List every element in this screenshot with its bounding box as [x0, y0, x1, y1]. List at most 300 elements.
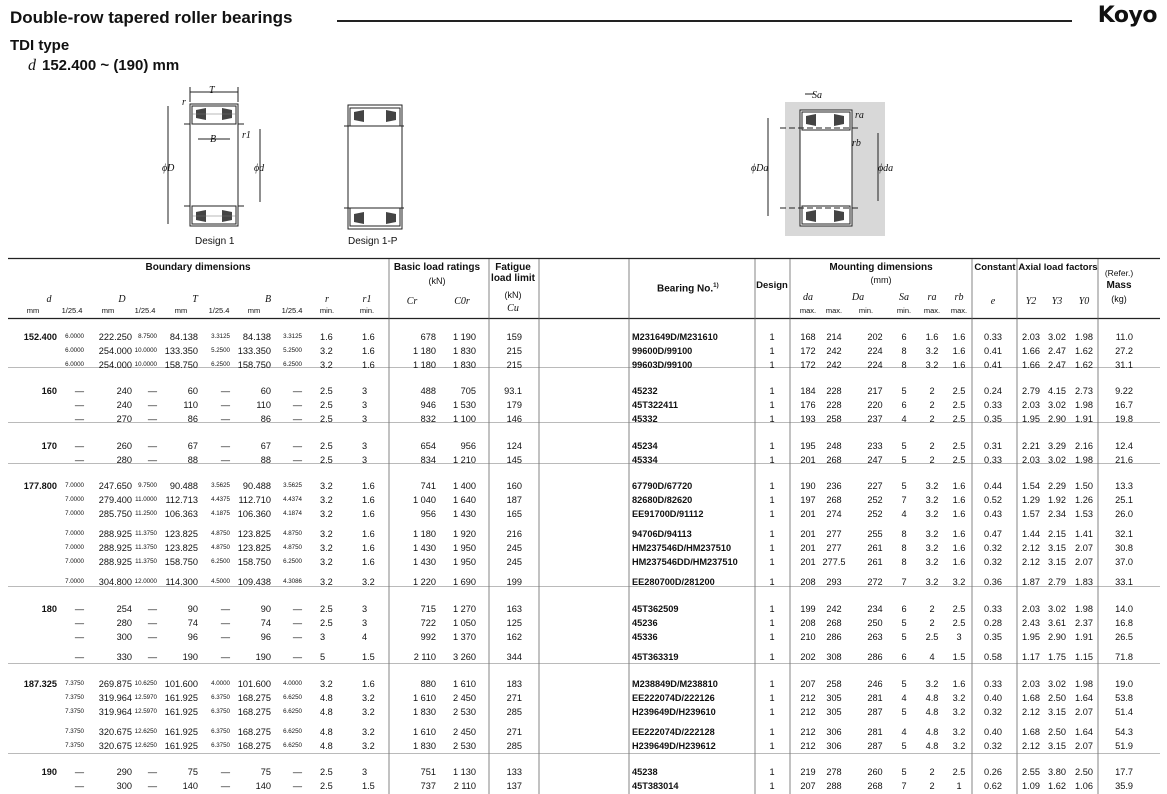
table-cell: 19.8	[1115, 414, 1133, 424]
table-cell: 1.26	[1075, 495, 1093, 505]
table-cell: 0.35	[984, 632, 1002, 642]
table-cell: 168.275	[237, 727, 271, 737]
table-cell: —	[74, 400, 84, 410]
table-cell: 6.6250	[283, 694, 302, 701]
table-cell: 7.0000	[65, 496, 84, 503]
table-cell: 67	[187, 441, 198, 451]
table-cell: 6.2500	[211, 558, 230, 565]
table-cell: 2.12	[1022, 707, 1040, 717]
table-cell: 306	[826, 727, 842, 737]
table-cell: 190	[182, 652, 198, 662]
table-cell: —	[147, 632, 157, 642]
label-T: T	[209, 85, 215, 96]
table-cell: 6.6250	[283, 742, 302, 749]
table-cell: —	[147, 767, 157, 777]
table-cell: 109.438	[237, 577, 271, 587]
table-cell: 7	[901, 781, 907, 791]
table-cell: 3.2	[925, 509, 939, 519]
table-cell: 71.8	[1115, 652, 1133, 662]
table-cell: 1.91	[1075, 632, 1093, 642]
table-cell: 1.6	[952, 346, 966, 356]
table-cell: 17.7	[1115, 767, 1133, 777]
table-cell: 145	[506, 455, 522, 465]
table-cell: 1.6	[362, 481, 375, 491]
table-cell: 217	[867, 386, 883, 396]
table-cell: 254.000	[98, 360, 132, 370]
table-cell: 2.47	[1048, 360, 1066, 370]
hdr-sub-max: max.	[825, 306, 843, 315]
table-cell: 201	[800, 509, 816, 519]
table-cell: 1 690	[453, 577, 476, 587]
table-cell: 2.79	[1048, 577, 1066, 587]
type-title: TDI type	[10, 37, 70, 54]
table-cell: 832	[420, 414, 436, 424]
table-cell: 99600D/99100	[632, 346, 693, 356]
table-cell: HM237546DD/HM237510	[632, 557, 738, 567]
table-cell: 2	[929, 618, 935, 628]
table-cell: 285	[506, 707, 522, 717]
table-cell: 207	[800, 781, 816, 791]
table-cell: 252	[867, 509, 883, 519]
table-cell: 277	[826, 543, 842, 553]
table-cell: 4.0000	[211, 680, 230, 687]
table-cell: 216	[506, 529, 522, 539]
hdr-sub-mm: mm	[26, 306, 40, 315]
table-cell: 3.2	[320, 557, 333, 567]
table-cell: 101.600	[164, 679, 198, 689]
table-cell: 2.47	[1048, 346, 1066, 356]
table-cell: —	[74, 618, 84, 628]
table-cell: 2.90	[1048, 414, 1066, 424]
hdr-mass-unit: (kg)	[1111, 294, 1127, 304]
table-cell: 2.79	[1022, 386, 1040, 396]
table-cell: 161.925	[164, 727, 198, 737]
table-cell: 1 190	[453, 332, 476, 342]
table-cell: 222.250	[98, 332, 132, 342]
label-r: r	[182, 97, 186, 108]
table-cell: 3.2	[320, 577, 333, 587]
table-cell: 1 180	[413, 529, 436, 539]
hdr-sub-inch: 1/25.4	[281, 306, 303, 315]
table-cell: 1.91	[1075, 414, 1093, 424]
table-cell: 0.24	[984, 386, 1002, 396]
table-cell: 741	[420, 481, 436, 491]
table-cell: 2.50	[1048, 693, 1066, 703]
table-cell: 7.3750	[65, 742, 84, 749]
table-cell: —	[147, 618, 157, 628]
table-cell: 123.825	[164, 543, 198, 553]
table-cell: 5	[901, 767, 907, 777]
table-cell: 1 430	[413, 557, 436, 567]
table-cell: 5.2500	[211, 347, 230, 354]
table-cell: H239649D/H239610	[632, 707, 716, 717]
table-cell: 3	[362, 441, 368, 451]
table-cell: 1.68	[1022, 727, 1040, 737]
table-cell: 4.8	[320, 693, 333, 703]
hdr-sym-r: r	[325, 294, 329, 305]
table-cell: 3.2	[925, 481, 939, 491]
hdr-sym-r1: r1	[362, 294, 372, 305]
table-cell: 75	[260, 767, 271, 777]
table-cell: 6.3750	[211, 742, 230, 749]
table-cell: 246	[867, 679, 883, 689]
table-cell: 190	[41, 767, 57, 777]
table-cell: —	[220, 767, 230, 777]
table-cell: 106.363	[164, 509, 198, 519]
table-cell: —	[147, 386, 157, 396]
table-cell: 11.0000	[135, 496, 157, 503]
table-cell: 199	[506, 577, 522, 587]
table-cell: 5	[901, 455, 907, 465]
table-cell: 168.275	[237, 693, 271, 703]
table-cell: 3.15	[1048, 707, 1066, 717]
table-cell: 237	[867, 414, 883, 424]
table-cell: 1 430	[413, 543, 436, 553]
table-cell: 4.0000	[283, 680, 302, 687]
table-cell: 1.98	[1075, 679, 1093, 689]
table-cell: 2 530	[453, 707, 476, 717]
table-cell: 288	[826, 781, 842, 791]
table-cell: 2.5	[952, 604, 966, 614]
hdr-sub-max: max.	[923, 306, 941, 315]
table-cell: 1.64	[1075, 693, 1093, 703]
table-cell: 6	[901, 400, 907, 410]
table-cell: —	[74, 767, 84, 777]
table-cell: 4.8750	[283, 544, 302, 551]
table-cell: 280	[116, 618, 132, 628]
table-cell: 1 180	[413, 346, 436, 356]
table-cell: EE91700D/91112	[632, 509, 704, 519]
table-cell: 27.2	[1115, 346, 1133, 356]
table-cell: 233	[867, 441, 883, 451]
table-cell: —	[147, 400, 157, 410]
table-cell: 2.07	[1075, 557, 1093, 567]
table-cell: 0.33	[984, 400, 1002, 410]
hdr-sub-mm: mm	[101, 306, 115, 315]
table-cell: 4.8	[320, 741, 333, 751]
table-cell: 2.5	[320, 414, 333, 424]
label-phi-D: ϕD	[162, 163, 175, 174]
table-cell: 16.8	[1115, 618, 1133, 628]
table-cell: 2.5	[320, 455, 333, 465]
table-cell: 2	[929, 767, 935, 777]
table-cell: 1.98	[1075, 604, 1093, 614]
table-cell: 0.44	[984, 481, 1002, 491]
table-cell: 242	[826, 346, 842, 356]
table-cell: 737	[420, 781, 436, 791]
table-cell: 86	[187, 414, 198, 424]
table-cell: 3	[956, 632, 962, 642]
table-cell: EE280700D/281200	[632, 577, 715, 587]
table-cell: 190	[800, 481, 816, 491]
table-cell: 1	[769, 455, 775, 465]
table-cell: 2	[929, 386, 935, 396]
table-cell: 202	[800, 652, 816, 662]
table-cell: 2.5	[952, 455, 966, 465]
table-cell: 1 100	[453, 414, 476, 424]
table-cell: 168.275	[237, 741, 271, 751]
table-cell: 248	[826, 441, 842, 451]
table-cell: 285	[506, 741, 522, 751]
table-cell: 4	[929, 652, 935, 662]
table-cell: 1.17	[1022, 652, 1040, 662]
table-cell: 10.6250	[134, 680, 157, 687]
table-cell: 8	[901, 543, 907, 553]
table-cell: 305	[826, 693, 842, 703]
table-cell: 3.2	[320, 360, 333, 370]
table-cell: 0.32	[984, 707, 1002, 717]
table-cell: 278	[826, 767, 842, 777]
table-cell: 5	[901, 679, 907, 689]
table-cell: —	[74, 604, 84, 614]
label-B: B	[210, 134, 217, 145]
table-cell: 106.360	[237, 509, 271, 519]
table-cell: 4.5000	[211, 578, 230, 585]
table-cell: —	[292, 652, 302, 662]
table-cell: 1.6	[362, 495, 375, 505]
table-cell: 2 450	[453, 693, 476, 703]
table-cell: 8	[901, 360, 907, 370]
table-cell: 2 450	[453, 727, 476, 737]
table-cell: 3.2	[925, 346, 939, 356]
table-cell: 177.800	[23, 481, 57, 491]
table-cell: 33.1	[1115, 577, 1133, 587]
table-cell: 195	[800, 441, 816, 451]
table-cell: 158.750	[237, 557, 271, 567]
table-cell: 946	[420, 400, 436, 410]
table-cell: 0.36	[984, 577, 1002, 587]
table-cell: 1.6	[952, 360, 966, 370]
table-cell: 268	[826, 455, 842, 465]
table-cell: 1.87	[1022, 577, 1040, 587]
table-cell: 197	[800, 495, 816, 505]
table-cell: 277.5	[822, 557, 846, 567]
table-cell: 268	[826, 495, 842, 505]
table-cell: 7.0000	[65, 544, 84, 551]
table-cell: 1.6	[952, 332, 966, 342]
table-cell: 0.32	[984, 543, 1002, 553]
hdr-sub-min: min.	[858, 306, 874, 315]
table-cell: 250	[867, 618, 883, 628]
brand-logo: Koyo	[1097, 3, 1157, 28]
table-cell: 308	[826, 652, 842, 662]
table-cell: 1	[769, 693, 775, 703]
table-cell: —	[74, 632, 84, 642]
table-cell: 287	[867, 741, 883, 751]
table-cell: 45T363319	[632, 652, 679, 662]
table-cell: 2.5	[320, 604, 333, 614]
table-cell: 1.98	[1075, 400, 1093, 410]
table-cell: 4	[362, 632, 368, 642]
table-cell: 88	[260, 455, 271, 465]
table-cell: 1.6	[362, 679, 375, 689]
table-cell: 3.5625	[283, 482, 302, 489]
table-cell: 286	[867, 652, 883, 662]
table-cell: 75	[187, 767, 198, 777]
label-r1: r1	[242, 130, 251, 141]
hdr-boundary: Boundary dimensions	[145, 262, 251, 273]
table-cell: 277	[826, 529, 842, 539]
table-cell: 1.62	[1048, 781, 1066, 791]
table-cell: 705	[460, 386, 476, 396]
table-cell: 260	[867, 767, 883, 777]
table-cell: 140	[182, 781, 198, 791]
table-cell: 133	[506, 767, 522, 777]
table-cell: —	[292, 455, 302, 465]
table-cell: 1	[769, 707, 775, 717]
table-cell: 2.5	[320, 386, 333, 396]
table-cell: 2.03	[1022, 455, 1040, 465]
table-cell: 219	[800, 767, 816, 777]
table-cell: —	[147, 604, 157, 614]
table-cell: 1 640	[453, 495, 476, 505]
table-cell: 2	[929, 414, 935, 424]
table-cell: 25.1	[1115, 495, 1133, 505]
table-cell: 190	[255, 652, 271, 662]
table-cell: 2	[929, 604, 935, 614]
table-cell: 320.675	[98, 727, 132, 737]
table-cell: 1	[769, 652, 775, 662]
table-cell: 1	[769, 495, 775, 505]
table-cell: 5	[901, 481, 907, 491]
table-cell: 30.8	[1115, 543, 1133, 553]
table-cell: 4	[901, 509, 907, 519]
table-cell: 2.12	[1022, 557, 1040, 567]
table-cell: 1.09	[1022, 781, 1040, 791]
range-value: 152.400 ~ (190) mm	[42, 57, 180, 74]
table-cell: 201	[800, 455, 816, 465]
table-cell: 7.0000	[65, 558, 84, 565]
table-cell: 3	[362, 414, 368, 424]
hdr-mass: Mass	[1106, 280, 1132, 291]
table-cell: 1.75	[1048, 652, 1066, 662]
table-cell: 3.15	[1048, 543, 1066, 553]
table-cell: 158.750	[237, 360, 271, 370]
table-cell: 269.875	[98, 679, 132, 689]
table-cell: 170	[41, 441, 57, 451]
table-cell: 11.3750	[135, 558, 157, 565]
table-cell: 4.8750	[211, 530, 230, 537]
table-cell: 2.15	[1048, 529, 1066, 539]
table-cell: 1.41	[1075, 529, 1093, 539]
table-cell: 3.2	[320, 679, 333, 689]
table-cell: 1	[769, 332, 775, 342]
table-cell: EE222074D/222126	[632, 693, 715, 703]
table-cell: —	[147, 441, 157, 451]
table-cell: 1.5	[362, 781, 375, 791]
table-cell: 3.2	[925, 543, 939, 553]
table-cell: 6.3750	[211, 708, 230, 715]
table-cell: 158.750	[164, 557, 198, 567]
table-cell: 183	[506, 679, 522, 689]
table-cell: 10.0000	[134, 347, 157, 354]
table-cell: 3.02	[1048, 679, 1066, 689]
table-cell: 123.825	[164, 529, 198, 539]
table-cell: 112.713	[165, 495, 198, 505]
hdr-bearing-no-text: Bearing No.	[657, 283, 714, 295]
table-cell: 0.33	[984, 455, 1002, 465]
table-cell: 1.95	[1022, 414, 1040, 424]
table-cell: 0.58	[984, 652, 1002, 662]
table-cell: 5	[901, 707, 907, 717]
table-cell: 1.06	[1075, 781, 1093, 791]
table-cell: HM237546D/HM237510	[632, 543, 732, 553]
table-cell: 3.2	[320, 509, 333, 519]
table-cell: 956	[420, 509, 436, 519]
table-cell: 1.6	[952, 495, 966, 505]
table-cell: 21.6	[1115, 455, 1133, 465]
table-cell: —	[292, 414, 302, 424]
table-cell: 2.5	[952, 400, 966, 410]
table-cell: 2.5	[320, 781, 333, 791]
table-cell: 137	[506, 781, 522, 791]
table-cell: —	[74, 652, 84, 662]
table-cell: 3.2	[952, 741, 966, 751]
hdr-sym-da: da	[803, 292, 813, 303]
table-cell: 4.8	[925, 727, 939, 737]
table-cell: 161.925	[164, 693, 198, 703]
table-cell: 2 530	[453, 741, 476, 751]
table-cell: 4.4374	[283, 496, 302, 503]
hdr-refer: (Refer.)	[1104, 268, 1134, 278]
table-cell: 2.34	[1048, 509, 1066, 519]
table-cell: —	[292, 781, 302, 791]
table-cell: 11.0	[1115, 332, 1133, 342]
table-cell: 212	[800, 693, 816, 703]
table-cell: 1 270	[453, 604, 476, 614]
table-cell: 287	[867, 707, 883, 717]
table-cell: 2.5	[925, 632, 939, 642]
table-cell: 3	[362, 455, 368, 465]
table-cell: 3.2	[952, 707, 966, 717]
table-cell: 258	[826, 679, 842, 689]
table-cell: 1.15	[1075, 652, 1093, 662]
table-cell: 319.964	[98, 707, 132, 717]
table-cell: 207	[800, 679, 816, 689]
table-cell: 5.2500	[283, 347, 302, 354]
table-cell: 2.16	[1075, 441, 1093, 451]
table-cell: 215	[506, 360, 522, 370]
table-cell: 488	[420, 386, 436, 396]
table-cell: 3.02	[1048, 400, 1066, 410]
table-cell: 2.5	[952, 441, 966, 451]
table-cell: 1	[769, 346, 775, 356]
hdr-sub-min: min.	[319, 306, 335, 315]
table-cell: 3.2	[362, 693, 375, 703]
table-cell: 60	[260, 386, 271, 396]
table-cell: 0.47	[984, 529, 1002, 539]
table-cell: 45T362509	[632, 604, 679, 614]
table-cell: 1 830	[413, 741, 436, 751]
hdr-sym-Y0: Y0	[1078, 296, 1090, 307]
table-cell: 160	[506, 481, 522, 491]
table-cell: 2.03	[1022, 679, 1040, 689]
table-cell: 4.8750	[211, 544, 230, 551]
table-cell: 4	[901, 693, 907, 703]
table-cell: 3	[362, 767, 368, 777]
table-cell: 1 130	[453, 767, 476, 777]
table-cell: 1	[769, 481, 775, 491]
table-cell: 234	[867, 604, 883, 614]
hdr-fatigue-1: Fatigue	[495, 262, 531, 273]
table-cell: 45236	[632, 618, 658, 628]
table-cell: 344	[506, 652, 522, 662]
table-cell: 2.03	[1022, 604, 1040, 614]
table-cell: 0.40	[984, 727, 1002, 737]
hdr-sym-Cu: Cu	[507, 303, 519, 314]
table-cell: 6.0000	[65, 333, 84, 340]
table-cell: 4.1875	[211, 510, 230, 517]
